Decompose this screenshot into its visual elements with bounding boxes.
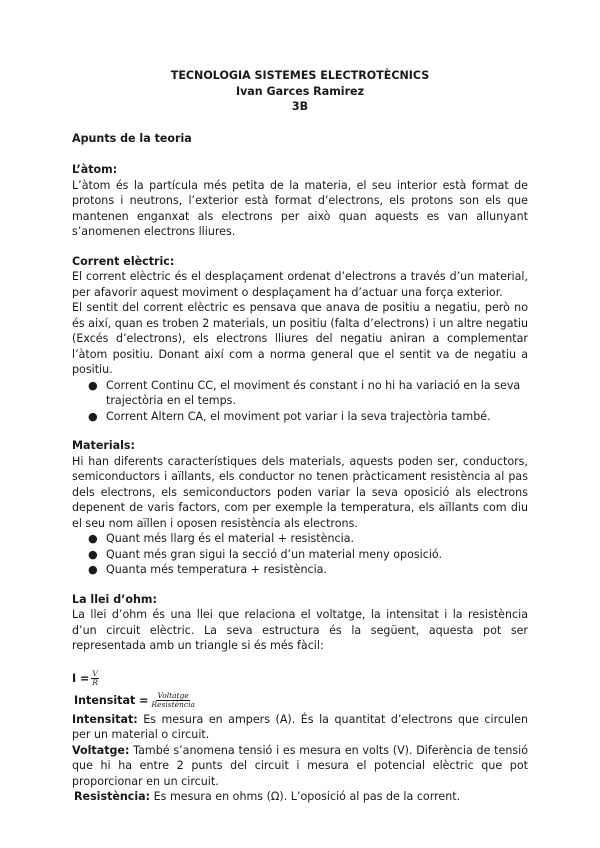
atom-paragraph: L’àtom és la partícula més petita de la materia, el seu interior està format de protons i neutrons, l’exterior està format d’electrons, els protons son els que mantenen enganxat als electrons per això quan aquests es van allunyant s’anomenen electrons lliures. (72, 178, 528, 239)
materials-heading: Materials: (72, 439, 135, 453)
fraction-denominator: R (92, 678, 98, 688)
list-item: ● Quant més gran sigui la secció d’un material meny oposició. (88, 547, 443, 561)
class-label: 3B (291, 100, 309, 114)
bullet-icon: ● (88, 547, 98, 561)
ohm-formula-words (72, 690, 528, 712)
formula-fraction (150, 692, 196, 709)
fraction-numerator: Voltatge (157, 691, 189, 701)
atom-heading: L’àtom: (72, 163, 118, 177)
list-item: ● Corrent Continu CC, el moviment és constant i no hi ha variació en la seva trajectòria en el temps. (88, 378, 521, 408)
ohm-formula-symbolic (72, 668, 528, 690)
list-item: ● Quanta més temperatura + resistència. (88, 563, 327, 577)
author-name: Ivan Garces Ramirez (235, 84, 365, 98)
definition-text: Es mesura en ampers (A). És la quantitat d’electrons que circulen per un material o circuit. (72, 712, 528, 742)
ohm-paragraph: La llei d’ohm és una llei que relaciona el voltatge, la intensitat i la resistència d’un circuit elèctric. La seva estructura és la següent, aquesta pot ser representada amb un triangle si és més fàcil: (72, 608, 528, 653)
definition-text: Es mesura en ohms (Ω). L’oposició al pas de la corrent. (153, 790, 461, 804)
list-item: ● Quant més llarg és el material + resistència. (88, 532, 355, 546)
bullet-icon: ● (88, 532, 98, 546)
current-heading: Corrent elèctric: (72, 254, 175, 268)
fraction-denominator: Resistència (151, 700, 195, 710)
definition-term: Resistència: (74, 790, 151, 804)
formula-fraction (91, 670, 99, 687)
list-item: ● Corrent Altern CA, el moviment pot variar i la seva trajectòria també. (88, 409, 491, 423)
definition-text: També s’anomena tensió i es mesura en volts (V). Diferència de tensió que hi ha entre 2 punts del circuit i mesura el potencial elèctric que pot proporcionar en un circuit. (72, 743, 529, 788)
current-bullet-list (72, 378, 528, 425)
current-paragraph-2: El sentit del corrent elèctric es pensava que anava de positiu a negatiu, però no és així, quan es troben 2 materials, un positiu (falta d’electrons) i un altre negatiu (Excés d’electrons), els electrons lliures del negatiu aniran a complementar l’àtom positiu. Donant així com a norma general que el sentit va de negatiu a positiu. (72, 301, 528, 377)
current-paragraph-1: El corrent elèctric és el desplaçament ordenat d’electrons a través d’un material, per afavorir aquest moviment o desplaçament ha d’actuar una força exterior. (72, 270, 528, 299)
definition-resistencia (72, 789, 528, 805)
document-page (72, 68, 528, 805)
section-title: Apunts de la teoria (72, 131, 192, 145)
formula-lhs: I = (72, 672, 90, 686)
ohm-heading: La llei d’ohm: (72, 592, 157, 606)
bullet-icon: ● (88, 378, 98, 392)
bullet-icon: ● (88, 409, 98, 423)
bullet-icon: ● (88, 563, 98, 577)
materials-paragraph: Hi han diferents característiques dels materials, aquests poden ser, conductors, semiconductors i aïllants, els conductor no tenen pràcticament resistència al pas dels electrons, els semiconductors poden variar la seva oposició als electrons depenent de varis factors, com per exemple la temperatura, els aïllants com diu el seu nom aïllen i oposen resistència als electrons. (72, 454, 528, 530)
fraction-numerator: V (92, 669, 98, 679)
definition-term: Intensitat: (72, 712, 138, 726)
formula-lhs: Intensitat = (74, 694, 149, 708)
document-title: TECNOLOGIA SISTEMES ELECTROTÈCNICS (170, 69, 430, 82)
definition-intensitat (72, 712, 528, 743)
materials-bullet-list (72, 531, 528, 578)
definition-term: Voltatge: (72, 743, 130, 757)
definition-voltatge (72, 743, 528, 790)
